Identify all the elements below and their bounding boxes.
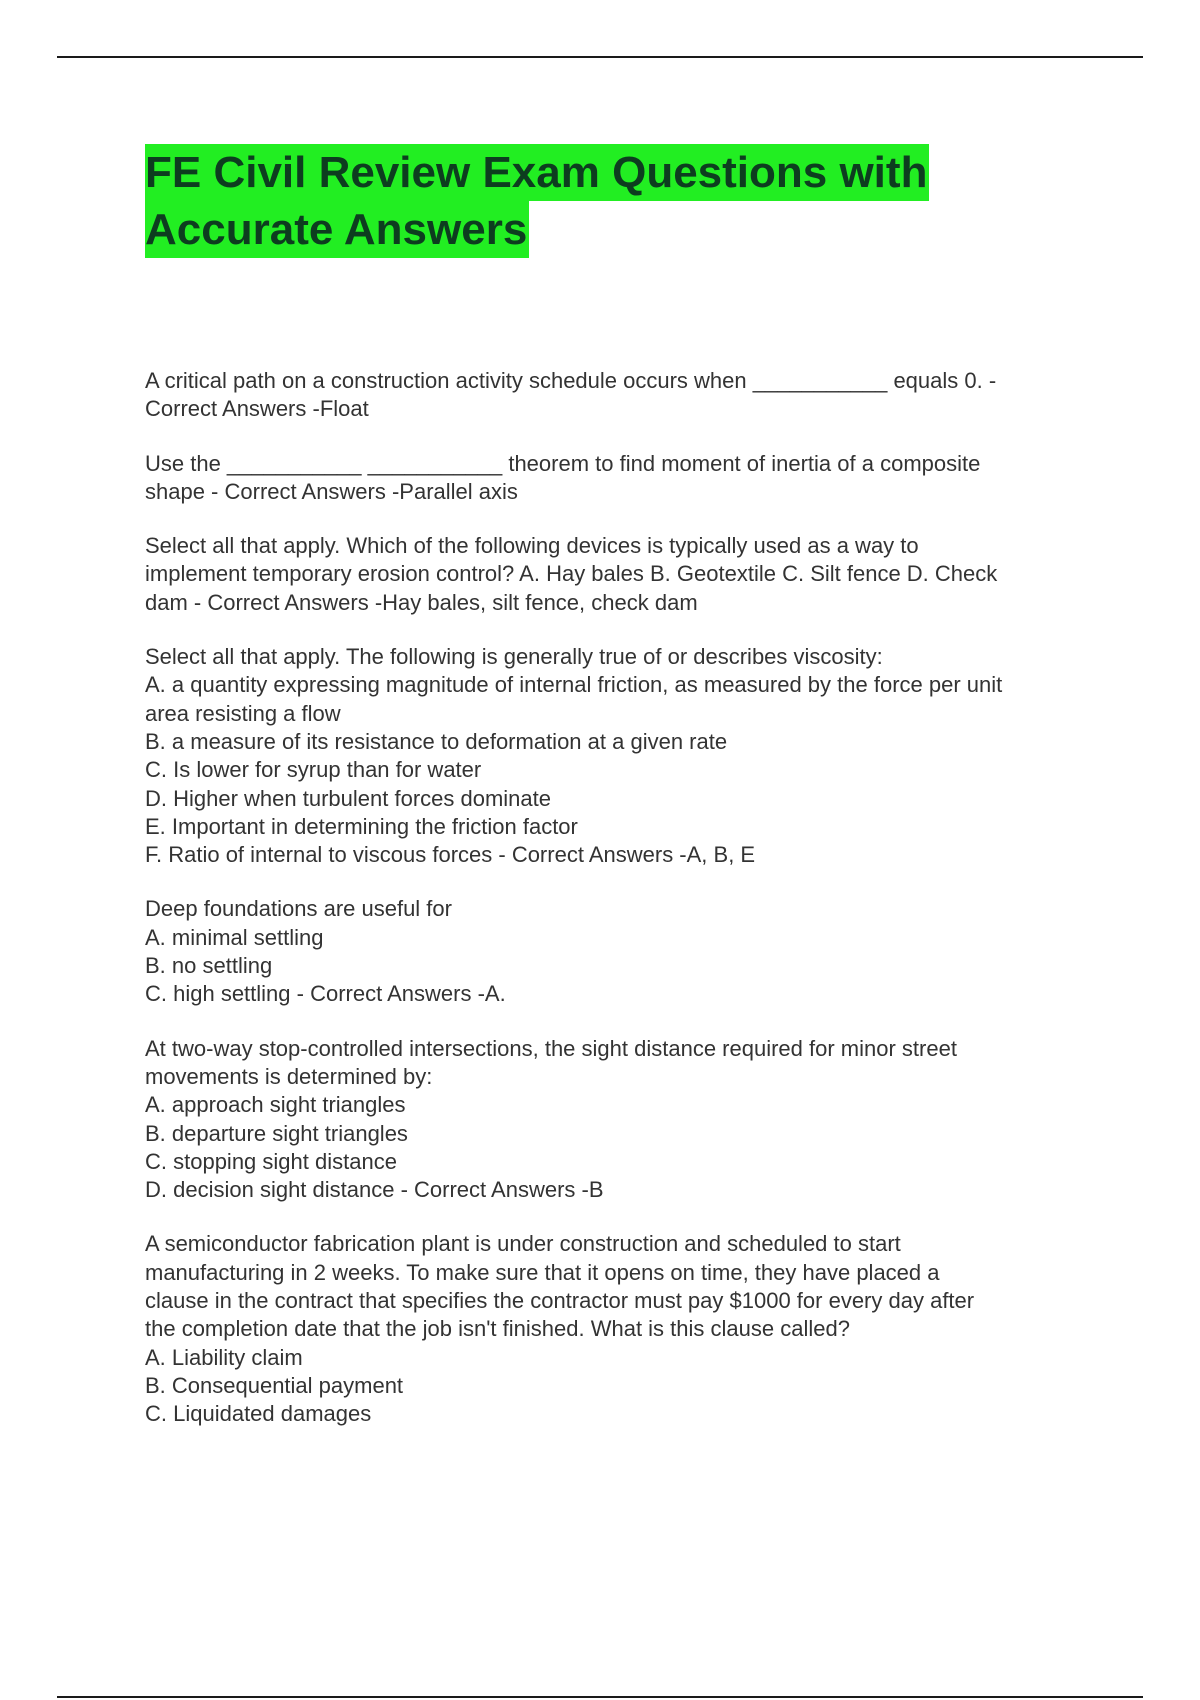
qa-line: A. a quantity expressing magnitude of internal friction, as measured by the force per unit: [145, 672, 1003, 698]
qa-line: B. departure sight triangles: [145, 1120, 408, 1146]
qa-line: clause in the contract that specifies the contractor must pay $1000 for every day after: [145, 1288, 975, 1314]
qa-item: [145, 450, 1095, 507]
qa-list: [145, 367, 1095, 1455]
title-line: FE Civil Review Exam Questions with: [145, 144, 929, 201]
qa-line: the completion date that the job isn't finished. What is this clause called?: [145, 1316, 850, 1342]
qa-line: Deep foundations are useful for: [145, 896, 452, 922]
qa-item: [145, 1035, 1095, 1205]
qa-line: C. high settling - Correct Answers -A.: [145, 981, 506, 1007]
qa-line: B. a measure of its resistance to deformation at a given rate: [145, 728, 728, 754]
qa-line: dam - Correct Answers -Hay bales, silt fence, check dam: [145, 589, 698, 615]
bottom-rule: [57, 1696, 1143, 1698]
qa-line: A semiconductor fabrication plant is under construction and scheduled to start: [145, 1231, 901, 1257]
qa-line: B. no settling: [145, 953, 273, 979]
qa-item: [145, 532, 1095, 617]
qa-line: D. decision sight distance - Correct Answers -B: [145, 1177, 604, 1203]
title-line: Accurate Answers: [145, 201, 529, 258]
qa-line: At two-way stop-controlled intersections, the sight distance required for minor street: [145, 1035, 957, 1061]
qa-item: [145, 1230, 1095, 1428]
qa-line: A. approach sight triangles: [145, 1092, 406, 1118]
top-rule: [57, 56, 1143, 58]
qa-line: A critical path on a construction activity schedule occurs when ___________ equals 0. -: [145, 368, 997, 393]
qa-line: C. Is lower for syrup than for water: [145, 757, 482, 783]
qa-line: shape - Correct Answers -Parallel axis: [145, 478, 518, 504]
qa-line: E. Important in determining the friction factor: [145, 813, 578, 839]
qa-item: [145, 367, 1095, 424]
qa-line: movements is determined by:: [145, 1063, 433, 1089]
qa-line: area resisting a flow: [145, 700, 341, 726]
qa-item: [145, 895, 1095, 1008]
qa-line: D. Higher when turbulent forces dominate: [145, 785, 551, 811]
title-block: [145, 144, 1085, 258]
qa-line: Use the ___________ ___________ theorem to find moment of inertia of a composite: [145, 450, 981, 476]
document-title: [145, 144, 1085, 258]
qa-line: C. stopping sight distance: [145, 1148, 397, 1174]
qa-line: A. minimal settling: [145, 924, 324, 950]
qa-line: implement temporary erosion control? A. Hay bales B. Geotextile C. Silt fence D. Check: [145, 561, 998, 587]
qa-line: manufacturing in 2 weeks. To make sure that it opens on time, they have placed a: [145, 1259, 940, 1285]
qa-line: F. Ratio of internal to viscous forces - Correct Answers -A, B, E: [145, 842, 756, 868]
qa-line: Correct Answers -Float: [145, 396, 369, 422]
qa-line: C. Liquidated damages: [145, 1401, 372, 1427]
qa-line: B. Consequential payment: [145, 1372, 404, 1398]
qa-item: [145, 643, 1095, 869]
qa-line: Select all that apply. The following is generally true of or describes viscosity:: [145, 644, 883, 670]
qa-line: Select all that apply. Which of the following devices is typically used as a way to: [145, 533, 919, 559]
qa-line: A. Liability claim: [145, 1344, 303, 1370]
